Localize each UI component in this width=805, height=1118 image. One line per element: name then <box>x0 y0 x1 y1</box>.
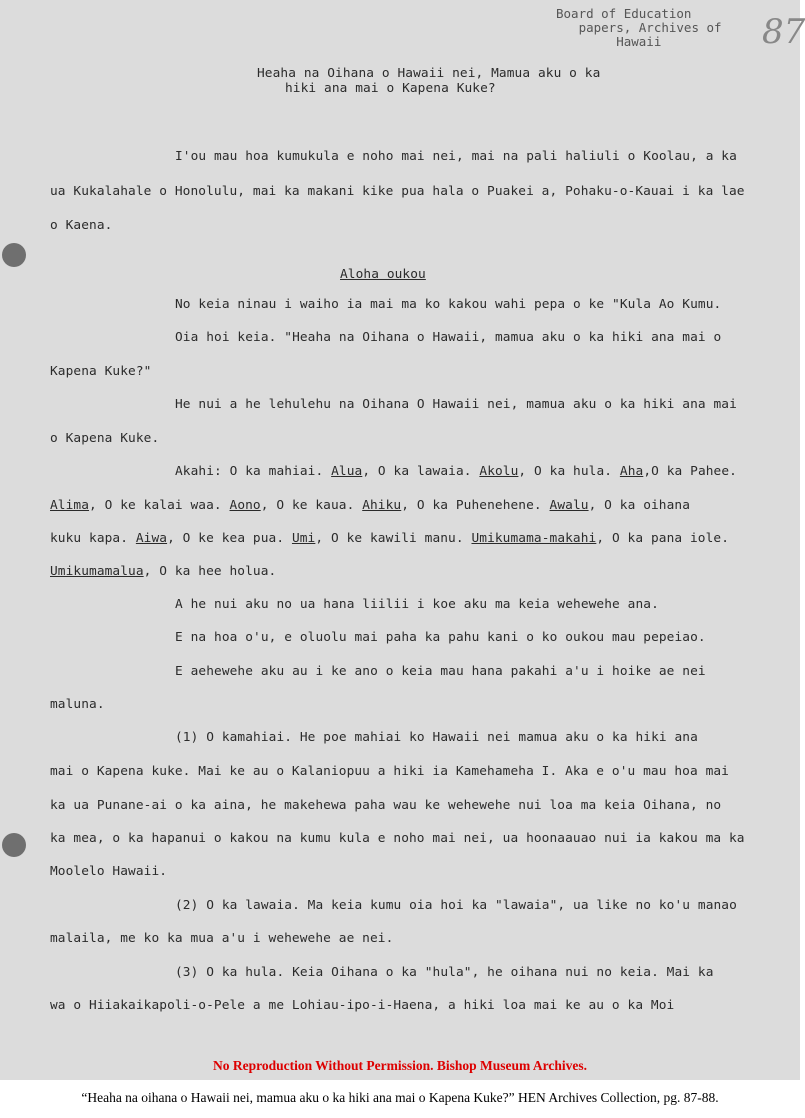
text-line: He nui a he lehulehu na Oihana O Hawaii nei, mamua aku o ka hiki ana mai <box>175 397 737 412</box>
text-line: Kapena Kuke?" <box>50 364 152 379</box>
text-line: (1) O kamahiai. He poe mahiai ko Hawaii nei mamua aku o ka hiki ana <box>175 730 698 745</box>
copyright-notice: No Reproduction Without Permission. Bishop Museum Archives. <box>212 1058 588 1073</box>
text-line: mai o Kapena kuke. Mai ke au o Kalaniopuu a hiki ia Kamehameha I. Aka e o'u mau hoa mai <box>50 764 729 779</box>
text-line: I'ou mau hoa kumukula e noho mai nei, mai na pali haliuli o Koolau, a ka <box>175 149 737 164</box>
text-line: A he nui aku no ua hana liilii i koe aku ma keia wehewehe ana. <box>175 597 659 612</box>
text-line: No keia ninau i waiho ia mai ma ko kakou wahi pepa o ke "Kula Ao Kumu. <box>175 297 722 312</box>
text-line: wa o Hiiakaikapoli-o-Pele a me Lohiau-ipo-i-Haena, a hiki loa mai ke au o ka Moi <box>50 998 675 1013</box>
text-line: kuku kapa. Aiwa, O ke kea pua. Umi, O ke kawili manu. Umikumama-makahi, O ka pana iole. <box>50 531 730 546</box>
greeting: Aloha oukou <box>340 267 426 282</box>
text-line: E aehewehe aku au i ke ano o keia mau hana pakahi a'u i hoike ae nei <box>175 664 706 679</box>
text-line: (3) O ka hula. Keia Oihana o ka "hula", he oihana nui no keia. Mai ka <box>175 965 714 980</box>
citation: “Heaha na oihana o Hawaii nei, mamua aku o ka hiki ana mai o Kapena Kuke?” HEN Archives Collection, pg. 87-88. <box>81 1090 719 1105</box>
text-line: Umikumamalua, O ka hee holua. <box>50 564 277 579</box>
page-number: 87 <box>762 12 805 52</box>
text-line: o Kaena. <box>50 218 113 233</box>
text-line: Moolelo Hawaii. <box>50 864 168 879</box>
text-line: ka ua Punane-ai o ka aina, he makehewa paha wau ke wehewehe nui loa ma keia Oihana, no <box>50 798 722 813</box>
text-line: Alima, O ke kalai waa. Aono, O ke kaua. Ahiku, O ka Puhenehene. Awalu, O ka oihana <box>50 498 691 513</box>
punch-hole <box>2 833 26 857</box>
text-line: malaila, me ko ka mua a'u i wehewehe ae nei. <box>50 931 394 946</box>
text-line: Oia hoi keia. "Heaha na Oihana o Hawaii, mamua aku o ka hiki ana mai o <box>175 330 722 345</box>
punch-hole <box>2 243 26 267</box>
text-line: maluna. <box>50 697 105 712</box>
text-line: Akahi: O ka mahiai. Alua, O ka lawaia. Akolu, O ka hula. Aha,O ka Pahee. <box>175 464 737 479</box>
text-line: (2) O ka lawaia. Ma keia kumu oia hoi ka "lawaia", ua like no ko'u manao <box>175 898 737 913</box>
text-line: E na hoa o'u, e oluolu mai paha ka pahu kani o ko oukou mau pepeiao. <box>175 630 706 645</box>
archive-note: Board of Education papers, Archives of Hawaii <box>556 6 722 49</box>
document-title-line1: Heaha na Oihana o Hawaii nei, Mamua aku o ka <box>257 66 601 81</box>
text-line: ua Kukalahale o Honolulu, mai ka makani kike pua hala o Puakei a, Pohaku-o-Kauai i ka lae <box>50 184 745 199</box>
text-line: ka mea, o ka hapanui o kakou na kumu kula e noho mai nei, ua hoonaauao nui ia kakou ma ka <box>50 831 745 846</box>
text-line: o Kapena Kuke. <box>50 431 160 446</box>
document-title-line2: hiki ana mai o Kapena Kuke? <box>285 81 496 96</box>
